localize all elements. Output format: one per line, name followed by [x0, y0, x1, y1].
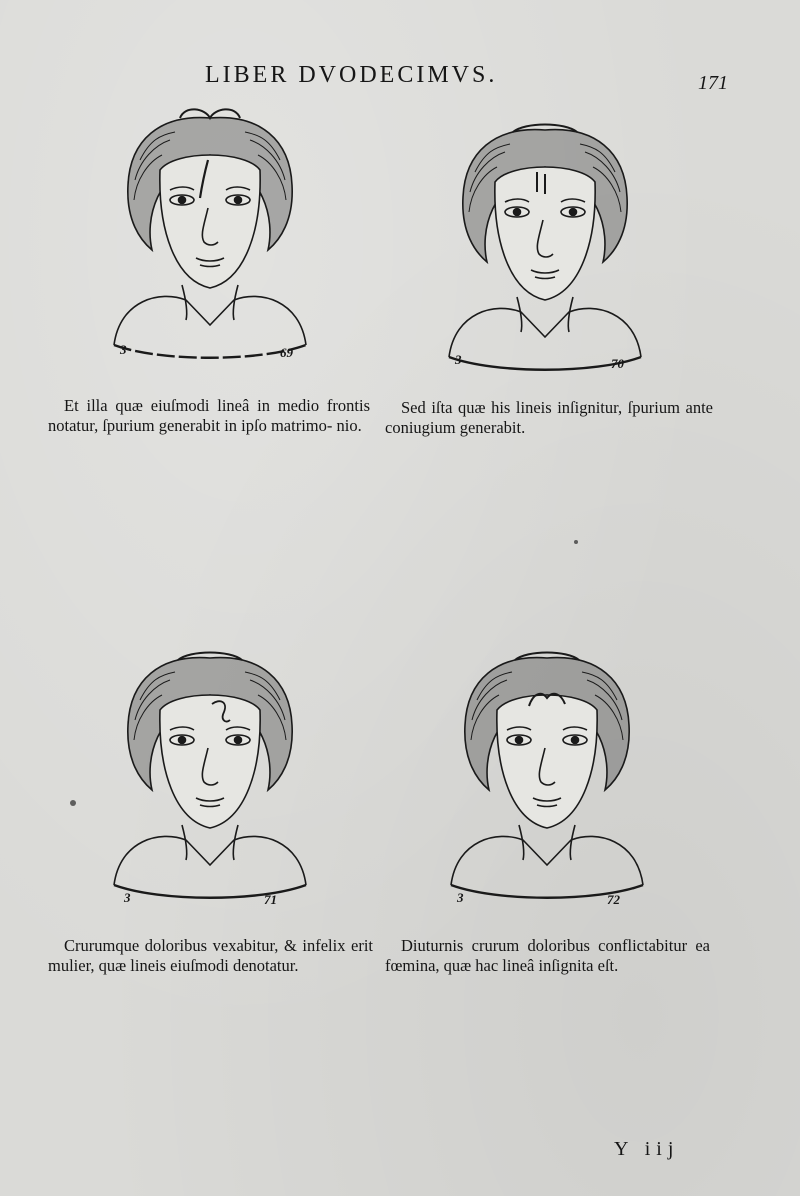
woodcut-portrait-1 [100, 100, 320, 370]
caption-2: Sed iſta quæ his lineis inſignitur, ſpurium ante coniugium generabit. [385, 398, 713, 437]
plate-right-number: 71 [264, 892, 277, 907]
caption-4: Diuturnis crurum doloribus conflictabitur ea fœmina, quæ hac lineâ inſignita eſt. [385, 936, 710, 975]
woodcut-portrait-3 [100, 640, 320, 910]
plate-left-number: 3 [120, 342, 127, 357]
portrait-engraving [100, 640, 320, 910]
plate-left-number: 3 [457, 890, 464, 905]
portrait-engraving [435, 112, 655, 382]
page-number: 171 [698, 72, 728, 94]
portrait-engraving [437, 640, 657, 910]
woodcut-portrait-2 [435, 112, 655, 382]
plate-left-number: 3 [455, 352, 462, 367]
portrait-engraving [100, 100, 320, 370]
plate-left-number: 3 [124, 890, 131, 905]
signature-mark: Y iij [614, 1138, 680, 1160]
ink-spot [574, 540, 578, 544]
caption-1: Et illa quæ eiuſmodi lineâ in medio frontis notatur, ſpurium generabit in ipſo matrimo- nio. [48, 396, 370, 435]
ink-spot [70, 800, 76, 806]
woodcut-portrait-4 [437, 640, 657, 910]
plate-right-number: 72 [607, 892, 620, 907]
running-head: LIBER DVODECIMVS. [205, 62, 498, 88]
plate-right-number: 70 [611, 356, 624, 371]
caption-3: Crurumque doloribus vexabitur, & infelix erit mulier, quæ lineis eiuſmodi denotatur. [48, 936, 373, 975]
plate-right-number: 69 [280, 345, 293, 360]
